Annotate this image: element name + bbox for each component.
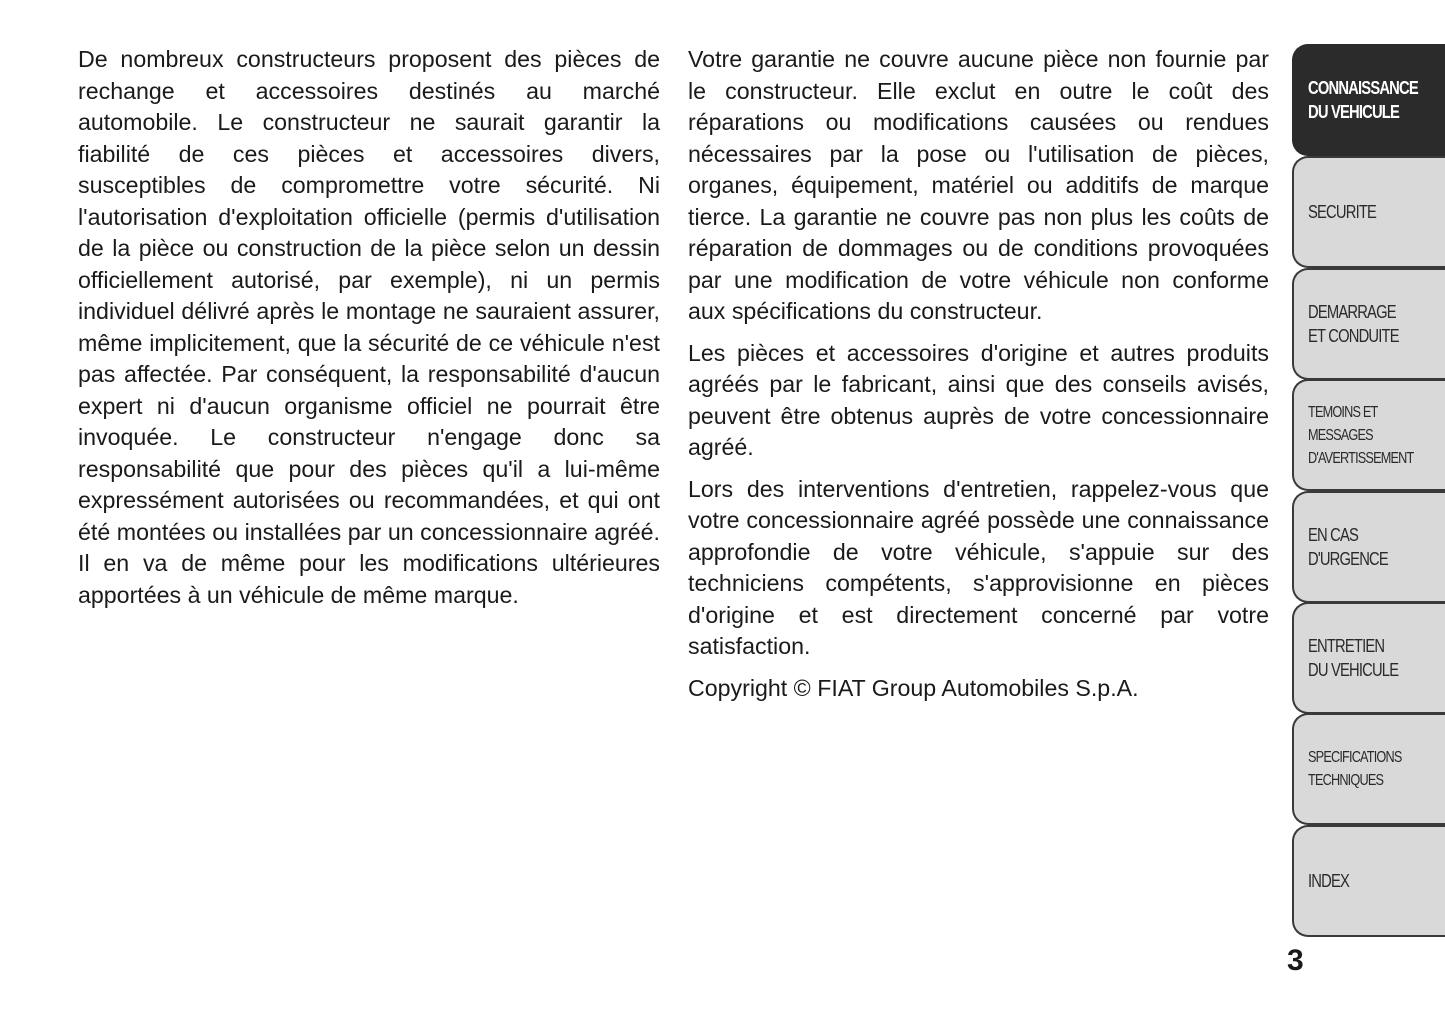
tab-label: CONNAISSANCE DU VEHICULE: [1308, 78, 1418, 122]
tab-label: TEMOINS ET MESSAGES D'AVERTISSEMENT: [1308, 403, 1414, 467]
right-text-column: [688, 44, 1269, 714]
paragraph-original-parts: Les pièces et accessoires d'origine et autres produits agréés par le fabricant, ainsi que des conseils avisés, peuvent être obtenus auprès de votre concessionnaire agréé.: [688, 339, 1269, 460]
tab-temoins-et-messages[interactable]: [1292, 379, 1445, 491]
tab-specifications-techniques[interactable]: [1292, 713, 1445, 825]
tab-label: EN CAS D'URGENCE: [1308, 525, 1388, 569]
tab-securite[interactable]: [1292, 156, 1445, 268]
copyright-notice: Copyright © FIAT Group Automobiles S.p.A.: [688, 674, 1139, 701]
tab-label: SECURITE: [1308, 202, 1377, 222]
tab-label: ENTRETIEN DU VEHICULE: [1308, 636, 1399, 680]
tab-connaissance-du-vehicule[interactable]: [1292, 44, 1445, 156]
tab-label: DEMARRAGE ET CONDUITE: [1308, 302, 1399, 346]
paragraph-warranty: Votre garantie ne couvre aucune pièce non fournie par le constructeur. Elle exclut en outre le coût des réparations ou modifications causées ou rendues nécessaires par la pose ou l'utilisation de pièces, organes, équipement, matériel ou additifs de marque tierce. La garantie ne couvre pas non plus les coûts de réparation de dommages ou de conditions provoquées par une modification de votre véhicule non conforme aux spécifications du constructeur.: [688, 46, 1269, 324]
tab-label: SPECIFICATIONS TECHNIQUES: [1308, 749, 1402, 789]
left-text-column: [78, 44, 660, 621]
tab-demarrage-et-conduite[interactable]: [1292, 268, 1445, 380]
tab-label: INDEX: [1308, 871, 1350, 891]
tab-entretien-du-vehicule[interactable]: [1292, 602, 1445, 714]
tab-en-cas-d-urgence[interactable]: [1292, 491, 1445, 603]
page-number: 3: [1287, 944, 1304, 977]
paragraph-aftermarket-parts: De nombreux constructeurs proposent des pièces de rechange et accessoires destinés au marché automobile. Le constructeur ne saurait garantir la fiabilité de ces pièces et accessoires divers, susceptibles de compromettre votre sécurité. Ni l'autorisation d'exploitation officielle (permis d'utilisation de la pièce ou construction de la pièce selon un dessin officiellement autorisé, par exemple), ni un permis individuel délivré après le montage ne sauraient assurer, même implicitement, que la sécurité de ce véhicule n'est pas affectée. Par conséquent, la responsabilité d'aucun expert ni d'aucun organisme officiel ne pourrait être invoquée. Le constructeur n'engage donc sa responsabilité que pour des pièces qu'il a lui-même expressément autorisées ou recommandées, et qui ont été montées ou installées par un concessionnaire agréé. Il en va de même pour les modifications ultérieures apportées à un véhicule de même marque.: [78, 46, 660, 608]
tab-index[interactable]: [1292, 825, 1445, 937]
paragraph-maintenance: Lors des interventions d'entretien, rappelez-vous que votre concessionnaire agréé possède une connaissance approfondie de votre véhicule, s'appuie sur des techniciens compétents, s'approvisionne en pièces d'origine et est directement concerné par votre satisfaction.: [688, 475, 1269, 659]
